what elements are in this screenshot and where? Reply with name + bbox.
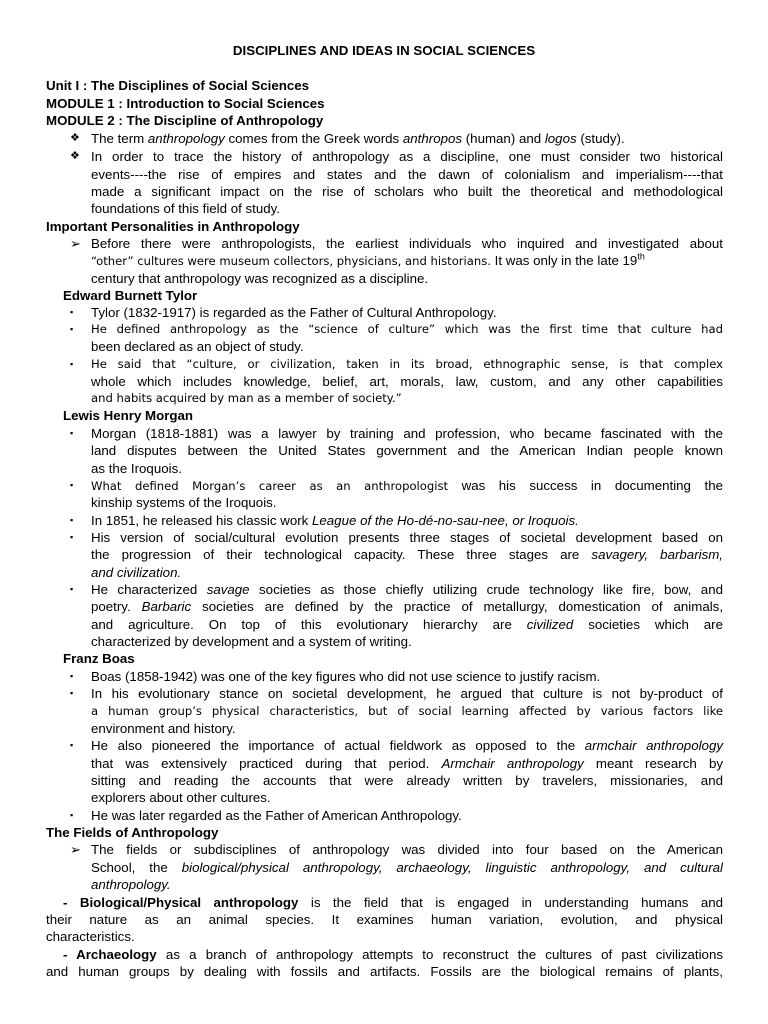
tylor-point: Tylor (1832-1917) is regarded as the Father of Cultural Anthropology. bbox=[91, 305, 497, 320]
archaeology-definition: - Archaeology as a branch of anthropology attempts to reconstruct the cultures of past civilizations bbox=[63, 947, 723, 962]
intro-bullet-2-line: events----the rise of empires and states and the dawn of colonialism and imperialism----that bbox=[91, 167, 723, 182]
square-bullet-icon: ▪ bbox=[70, 810, 74, 820]
fields-lead-line: School, the biological/physical anthropology, archaeology, linguistic anthropology, and cultural bbox=[91, 860, 723, 875]
biological-anthropology-definition: - Biological/Physical anthropology is the field that is engaged in understanding humans and bbox=[63, 895, 724, 910]
morgan-point: land disputes between the United States government and the American Indian people known bbox=[91, 443, 723, 458]
fields-heading: The Fields of Anthropology bbox=[46, 825, 219, 840]
square-bullet-icon: ▪ bbox=[70, 671, 74, 681]
intro-bullet-2-line: made a significant impact on the rise of scholars who built the theoretical and methodological bbox=[91, 184, 723, 199]
arrow-bullet-icon: ➢ bbox=[70, 236, 81, 251]
morgan-point: characterized by development and a system of writing. bbox=[91, 634, 412, 649]
tylor-heading: Edward Burnett Tylor bbox=[63, 288, 198, 303]
square-bullet-icon: ▪ bbox=[70, 532, 74, 542]
diamond-bullet-icon: ❖ bbox=[70, 150, 80, 162]
square-bullet-icon: ▪ bbox=[70, 307, 74, 317]
tylor-point: and habits acquired by man as a member of society.” bbox=[91, 391, 402, 405]
tylor-point: been declared as an object of study. bbox=[91, 339, 304, 354]
morgan-point: poetry. Barbaric societies are defined by the practice of metallurgy, domestication of animals, bbox=[91, 599, 724, 614]
tylor-point: He defined anthropology as the “science of culture” which was the first time that culture had bbox=[91, 322, 723, 336]
intro-bullet-1: The term anthropology comes from the Greek words anthropos (human) and logos (study). bbox=[91, 131, 625, 146]
boas-point: explorers about other cultures. bbox=[91, 790, 271, 805]
morgan-point: Morgan (1818-1881) was a lawyer by training and profession, who became fascinated with the bbox=[91, 426, 723, 441]
personalities-heading: Important Personalities in Anthropology bbox=[46, 219, 300, 234]
biological-anthropology-definition: their nature as an animal species. It examines human variation, evolution, and physical bbox=[46, 912, 723, 927]
morgan-point: In 1851, he released his classic work League of the Ho-dé-no-sau-nee, or Iroquois. bbox=[91, 513, 579, 528]
morgan-point: kinship systems of the Iroquois. bbox=[91, 495, 277, 510]
biological-anthropology-definition: characteristics. bbox=[46, 929, 135, 944]
diamond-bullet-icon: ❖ bbox=[70, 132, 80, 144]
square-bullet-icon: ▪ bbox=[70, 428, 74, 438]
archaeology-definition: and human groups by dealing with fossils and artifacts. Fossils are the biological remains of plants, bbox=[46, 964, 723, 979]
personalities-lead-line: century that anthropology was recognized as a discipline. bbox=[91, 271, 429, 286]
square-bullet-icon: ▪ bbox=[70, 324, 74, 334]
boas-point: a human group’s physical characteristics, but of social learning affected by various factors like bbox=[91, 704, 723, 718]
personalities-lead-line: Before there were anthropologists, the earliest individuals who inquired and investigated about bbox=[91, 236, 723, 251]
tylor-point: whole which includes knowledge, belief, art, morals, law, custom, and any other capabilities bbox=[91, 374, 723, 389]
fields-lead-line: anthropology. bbox=[91, 877, 171, 892]
boas-point: Boas (1858-1942) was one of the key figures who did not use science to justify racism. bbox=[91, 669, 601, 684]
morgan-point: His version of social/cultural evolution presents three stages of societal development based on bbox=[91, 530, 723, 545]
document-title: DISCIPLINES AND IDEAS IN SOCIAL SCIENCES bbox=[232, 43, 536, 58]
square-bullet-icon: ▪ bbox=[70, 515, 74, 525]
morgan-point: the progression of their technological capacity. These three stages are savagery, barbarism, bbox=[91, 547, 723, 562]
module2-heading: MODULE 2 : The Discipline of Anthropology bbox=[46, 113, 324, 128]
unit-heading: Unit I : The Disciplines of Social Sciences bbox=[46, 78, 310, 93]
square-bullet-icon: ▪ bbox=[70, 740, 74, 750]
square-bullet-icon: ▪ bbox=[70, 688, 74, 698]
boas-point: that was extensively practiced during that period. Armchair anthropology meant research by bbox=[91, 756, 723, 771]
morgan-point: and civilization. bbox=[91, 565, 182, 580]
boas-point: In his evolutionary stance on societal development, he argued that culture is not by-product of bbox=[91, 686, 723, 701]
square-bullet-icon: ▪ bbox=[70, 584, 74, 594]
square-bullet-icon: ▪ bbox=[70, 480, 74, 490]
intro-bullet-2-line: In order to trace the history of anthropology as a discipline, one must consider two historical bbox=[91, 149, 723, 164]
boas-point: environment and history. bbox=[91, 721, 236, 736]
morgan-point: He characterized savage societies as those chiefly utilizing crude technology like fire, bow, and bbox=[91, 582, 723, 597]
fields-lead-line: The fields or subdisciplines of anthropology was divided into four based on the American bbox=[91, 842, 723, 857]
morgan-point: and agriculture. On top of this evolutionary hierarchy are civilized societies which are bbox=[91, 617, 724, 632]
square-bullet-icon: ▪ bbox=[70, 359, 74, 369]
boas-heading: Franz Boas bbox=[63, 651, 135, 666]
intro-bullet-2-line: foundations of this field of study. bbox=[91, 201, 280, 216]
arrow-bullet-icon: ➢ bbox=[70, 842, 81, 857]
morgan-point: as the Iroquois. bbox=[91, 461, 182, 476]
boas-point: sitting and reading the accounts that were already written by travelers, missionaries, and bbox=[91, 773, 723, 788]
tylor-point: He said that “culture, or civilization, taken in its broad, ethnographic sense, is that complex bbox=[91, 357, 723, 371]
boas-point: He also pioneered the importance of actual fieldwork as opposed to the armchair anthropology bbox=[91, 738, 723, 753]
morgan-heading: Lewis Henry Morgan bbox=[63, 408, 194, 423]
boas-point: He was later regarded as the Father of American Anthropology. bbox=[91, 808, 462, 823]
module1-heading: MODULE 1 : Introduction to Social Sciences bbox=[46, 96, 325, 111]
morgan-point: What defined Morgan’s career as an anthropologist was his success in documenting the bbox=[91, 478, 723, 493]
personalities-lead-line: “other” cultures were museum collectors, physicians, and historians. It was only in the late 19th bbox=[91, 251, 645, 268]
